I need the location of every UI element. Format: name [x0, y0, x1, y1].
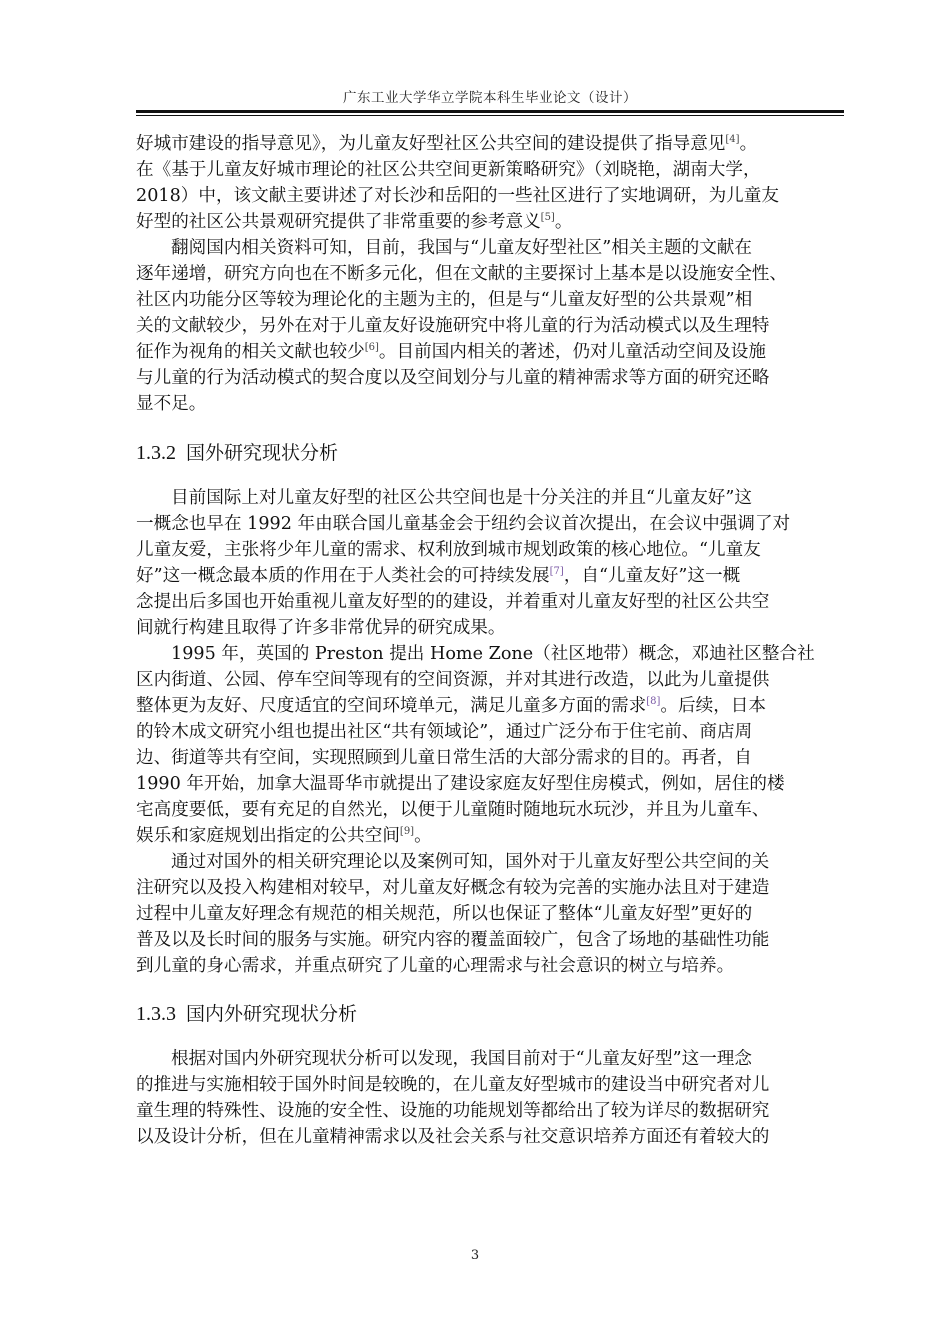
text-line: 的铃木成文研究小组也提出社区“共有领域论”，通过广泛分布于住宅前、商店周	[136, 722, 753, 742]
citation-ref: [5]	[540, 212, 555, 224]
text-line: 目前国际上对儿童友好型的社区公共空间也是十分关注的并且“儿童友好”这	[171, 488, 752, 508]
text-line: 好型的社区公共景观研究提供了非常重要的参考意义[5]。	[136, 212, 573, 232]
citation-ref: [7]	[549, 566, 564, 578]
text-line: 到儿童的身心需求，并重点研究了儿童的心理需求与社会意识的树立与培养。	[136, 956, 735, 976]
foreign-paragraph-2	[136, 641, 836, 849]
text-line: 逐年递增，研究方向也在不断多元化，但在文献的主要探讨上基本是以设施安全性、	[136, 264, 787, 284]
text-line: 区内街道、公园、停车空间等现有的空间资源，并对其进行改造，以此为儿童提供	[136, 670, 770, 690]
text-line: 以及设计分析，但在儿童精神需求以及社会关系与社交意识培养方面还有着较大的	[136, 1127, 770, 1147]
text-line: 好”这一概念最本质的作用在于人类社会的可持续发展[7]，自“儿童友好”这一概	[136, 566, 741, 586]
citation-ref: [9]	[399, 826, 415, 838]
page-body	[136, 131, 836, 1150]
header-rule-thin	[136, 115, 844, 116]
text-line: 与儿童的行为活动模式的契合度以及空间划分与儿童的精神需求等方面的研究还略	[136, 368, 770, 388]
text-line: 过程中儿童友好理念有规范的相关规范，所以也保证了整体“儿童友好型”更好的	[136, 904, 753, 924]
text-line: 社区内功能分区等较为理论化的主题为主的，但是与“儿童友好型的公共景观”相	[136, 290, 753, 310]
text-line: 显不足。	[136, 394, 207, 414]
text-line: 在《基于儿童友好城市理论的社区公共空间更新策略研究》（刘晓艳，湖南大学，	[136, 160, 761, 180]
page-number: 3	[470, 1248, 480, 1263]
citation-ref: [8]	[646, 696, 661, 708]
section-heading-1-3-3	[136, 999, 836, 1026]
section-title: 国外研究现状分析	[186, 442, 339, 464]
text-line: 一概念也早在 1992 年由联合国儿童基金会于纽约会议首次提出，在会议中强调了对	[136, 514, 791, 534]
text-line: 好城市建设的指导意见》，为儿童友好型社区公共空间的建设提供了指导意见[4]。	[136, 134, 758, 154]
section-number: 1.3.3	[136, 1003, 176, 1025]
text-line: 童生理的特殊性、设施的安全性、设施的功能规划等都给出了较为详尽的数据研究	[136, 1101, 770, 1121]
both-paragraph	[136, 1046, 836, 1150]
text-line: 1995 年，英国的 Preston 提出 Home Zone（社区地带）概念，邓迪社区整合社	[171, 644, 815, 664]
citation-ref: [4]	[725, 134, 740, 146]
text-line: 念提出后多国也开始重视儿童友好型的的建设，并着重对儿童友好型的社区公共空	[136, 592, 770, 612]
text-line: 通过对国外的相关研究理论以及案例可知，国外对于儿童友好型公共空间的关	[171, 852, 770, 872]
intro-paragraph	[136, 131, 836, 235]
running-header: 广东工业大学华立学院本科生毕业论文（设计）	[343, 90, 637, 106]
text-line: 征作为视角的相关文献也较少[6]。目前国内相关的著述，仍对儿童活动空间及设施	[136, 342, 766, 362]
text-line: 整体更为友好、尺度适宜的空间环境单元，满足儿童多方面的需求[8]。后续，日本	[136, 696, 766, 716]
header-rule-thick	[136, 110, 844, 113]
text-line: 的推进与实施相较于国外时间是较晚的，在儿童友好型城市的建设当中研究者对儿	[136, 1075, 770, 1095]
section-heading-1-3-2	[136, 438, 836, 465]
citation-ref: [6]	[364, 342, 379, 354]
text-line: 2018）中，该文献主要讲述了对长沙和岳阳的一些社区进行了实地调研，为儿童友	[136, 186, 779, 206]
text-line: 普及以及长时间的服务与实施。研究内容的覆盖面较广，包含了场地的基础性功能	[136, 930, 770, 950]
text-line: 间就行构建且取得了许多非常优异的研究成果。	[136, 618, 506, 638]
text-line: 边、街道等共有空间，实现照顾到儿童日常生活的大部分需求的目的。再者，自	[136, 748, 752, 768]
section-number: 1.3.2	[136, 442, 176, 464]
section-title: 国内外研究现状分析	[186, 1003, 358, 1025]
domestic-paragraph	[136, 235, 836, 417]
text-line: 1990 年开始，加拿大温哥华市就提出了建设家庭友好型住房模式，例如，居住的楼	[136, 774, 785, 794]
text-line: 宅高度要低，要有充足的自然光，以便于儿童随时随地玩水玩沙，并且为儿童车、	[136, 800, 770, 820]
text-line: 关的文献较少，另外在对于儿童友好设施研究中将儿童的行为活动模式以及生理特	[136, 316, 770, 336]
text-line: 娱乐和家庭规划出指定的公共空间[9]。	[136, 826, 432, 846]
foreign-paragraph-3	[136, 849, 836, 979]
text-line: 儿童友爱，主张将少年儿童的需求、权利放到城市规划政策的核心地位。“儿童友	[136, 540, 761, 560]
foreign-paragraph-1	[136, 485, 836, 641]
text-line: 翻阅国内相关资料可知，目前，我国与“儿童友好型社区”相关主题的文献在	[171, 238, 752, 258]
text-line: 根据对国内外研究现状分析可以发现，我国目前对于“儿童友好型”这一理念	[171, 1049, 752, 1069]
text-line: 注研究以及投入构建相对较早，对儿童友好概念有较为完善的实施办法且对于建造	[136, 878, 770, 898]
